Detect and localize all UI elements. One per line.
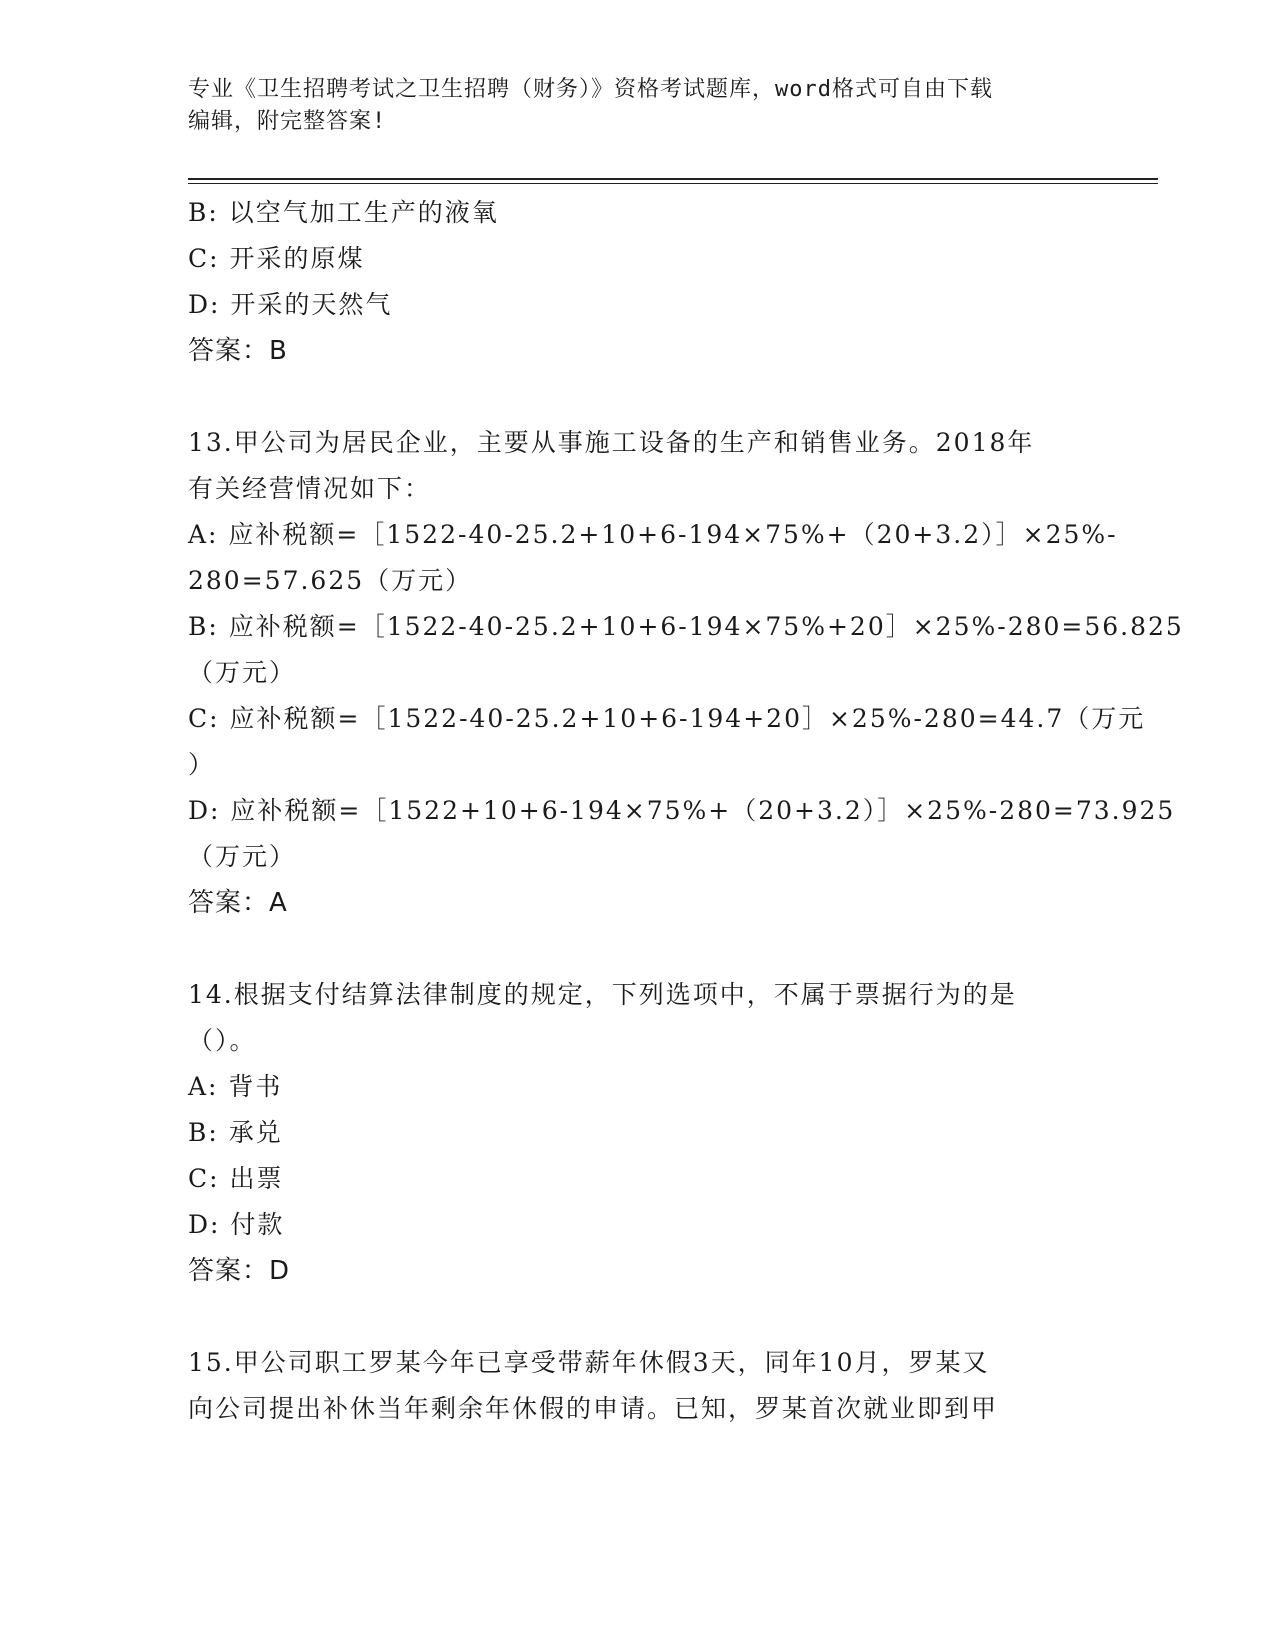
option-a: A: 背书 — [188, 1072, 283, 1101]
header-divider-thick — [188, 178, 1158, 180]
option-a: A: 应补税额=［1522-40-25.2+10+6-194×75%+（20+3.2）］×25%- — [188, 520, 1118, 549]
header-line-2: 编辑，附完整答案! — [188, 109, 387, 134]
option-b: B: 以空气加工生产的液氧 — [188, 198, 499, 227]
option-c-continued: ） — [188, 750, 216, 779]
answer-label: 答案：A — [188, 888, 288, 918]
option-c: C: 应补税额=［1522-40-25.2+10+6-194+20］×25%-280=44.7（万元 — [188, 704, 1146, 733]
question-13 — [188, 420, 1184, 926]
question-15 — [188, 1340, 1088, 1432]
question-12-tail — [188, 190, 1088, 374]
option-b-continued: （万元） — [188, 658, 297, 687]
option-b: B: 应补税额=［1522-40-25.2+10+6-194×75%+20］×25%-280=56.825 — [188, 612, 1184, 641]
question-stem-continued: 向公司提出补休当年剩余年休假的申请。已知，罗某首次就业即到甲 — [188, 1394, 999, 1423]
question-14 — [188, 972, 1088, 1294]
header-divider-thin — [188, 183, 1158, 184]
header-line-1: 专业《卫生招聘考试之卫生招聘（财务）》资格考试题库，word格式可自由下载 — [188, 77, 993, 102]
option-a-continued: 280=57.625（万元） — [188, 566, 473, 595]
question-stem: 15.甲公司职工罗某今年已享受带薪年休假3天，同年10月，罗某又 — [188, 1348, 990, 1377]
question-content — [188, 190, 1184, 1432]
spacer — [188, 1294, 1088, 1340]
option-d: D: 应补税额=［1522+10+6-194×75%+（20+3.2）］×25%-280=73.925 — [188, 796, 1176, 825]
option-c: C: 开采的原煤 — [188, 244, 365, 273]
document-header — [188, 74, 1088, 138]
answer-label: 答案：D — [188, 1256, 291, 1286]
question-stem-continued: （）。 — [188, 1026, 257, 1055]
question-stem-continued: 有关经营情况如下： — [188, 474, 432, 503]
spacer — [188, 374, 1088, 420]
spacer — [188, 926, 1088, 972]
question-stem: 13.甲公司为居民企业，主要从事施工设备的生产和销售业务。2018年 — [188, 428, 1035, 457]
option-b: B: 承兑 — [188, 1118, 283, 1147]
option-d-continued: （万元） — [188, 842, 297, 871]
option-c: C: 出票 — [188, 1164, 284, 1193]
option-d: D: 开采的天然气 — [188, 290, 393, 319]
answer-label: 答案：B — [188, 336, 288, 366]
option-d: D: 付款 — [188, 1210, 285, 1239]
question-stem: 14.根据支付结算法律制度的规定，下列选项中，不属于票据行为的是 — [188, 980, 1017, 1009]
